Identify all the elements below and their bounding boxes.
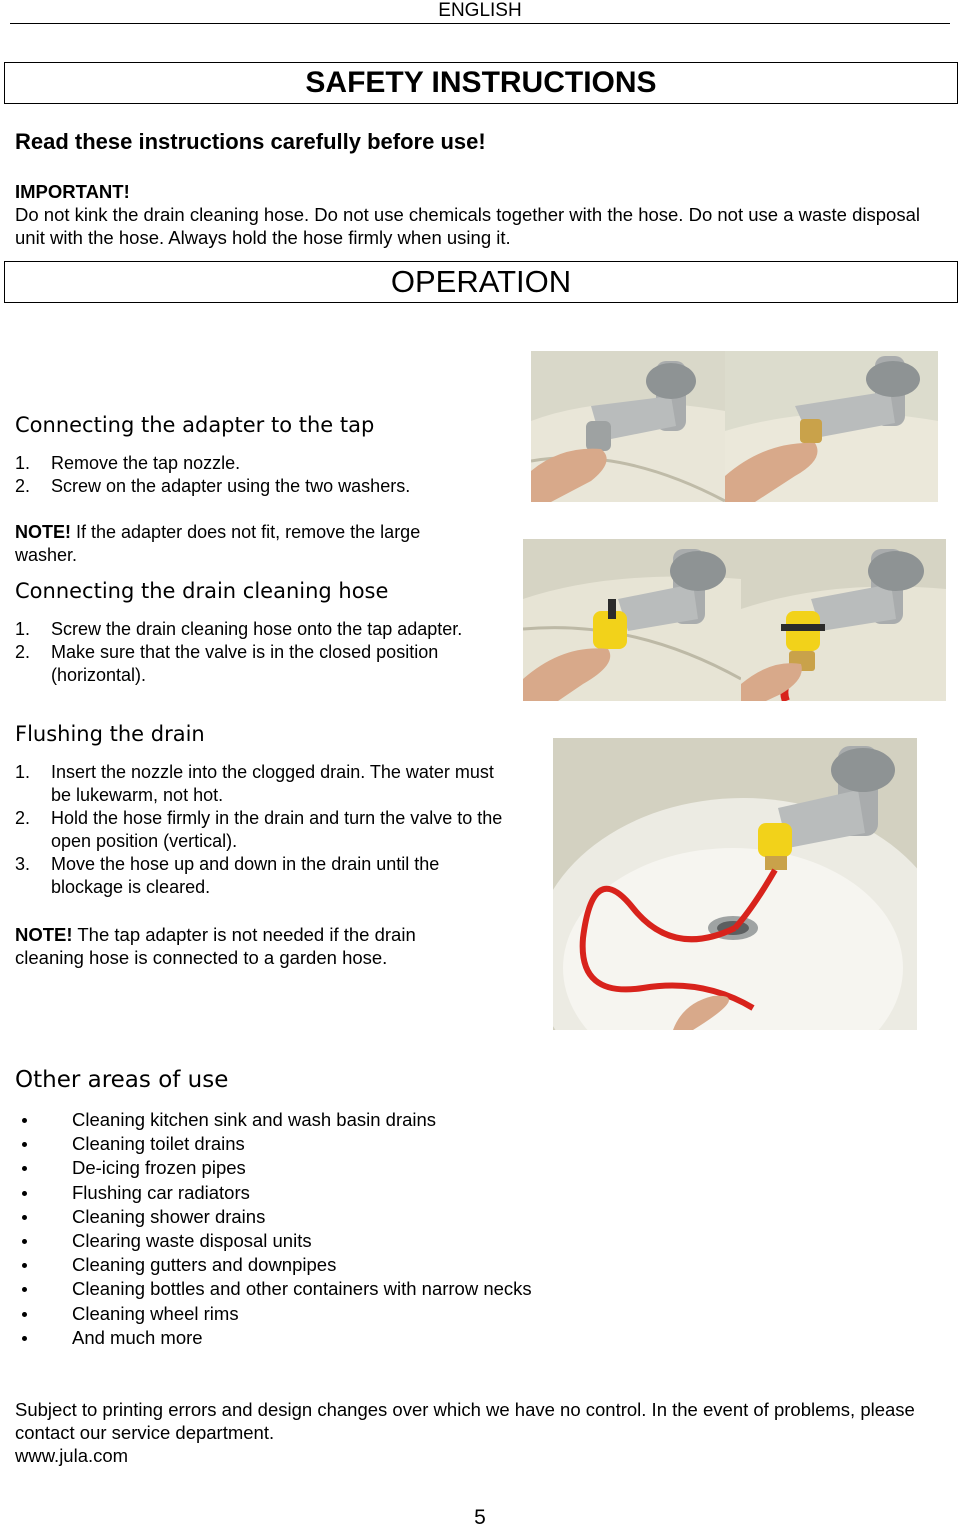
list-item bbox=[15, 475, 510, 498]
adapter-note bbox=[15, 521, 485, 567]
important-label: IMPORTANT! bbox=[15, 181, 130, 202]
section-heading-hose: Connecting the drain cleaning hose bbox=[15, 579, 389, 603]
other-uses-heading: Other areas of use bbox=[15, 1067, 229, 1093]
list-item-text: Cleaning wheel rims bbox=[72, 1302, 239, 1324]
bullet bbox=[22, 1239, 27, 1244]
list-item bbox=[15, 452, 510, 475]
bullet bbox=[22, 1336, 27, 1341]
step-text: Remove the tap nozzle. bbox=[51, 453, 241, 473]
step-text: Screw the drain cleaning hose onto the tap adapter. bbox=[51, 619, 463, 639]
photo-remove-nozzle bbox=[531, 351, 725, 502]
list-item bbox=[15, 1302, 915, 1326]
read-instructions-heading: Read these instructions carefully before use! bbox=[15, 129, 486, 154]
bullet bbox=[22, 1142, 27, 1147]
list-item-text: De-icing frozen pipes bbox=[72, 1157, 246, 1179]
photo-screw-adapter bbox=[725, 351, 938, 502]
photo-close-valve bbox=[741, 539, 946, 701]
list-item bbox=[15, 1253, 915, 1277]
language-label: ENGLISH bbox=[438, 0, 522, 21]
step-number: 1. bbox=[15, 762, 31, 782]
list-item bbox=[15, 1181, 915, 1205]
step-text: Hold the hose firmly in the drain and turn the valve to the open position (vertical). bbox=[51, 808, 503, 851]
step-number: 1. bbox=[15, 619, 31, 639]
footer-disclaimer: Subject to printing errors and design changes over which we have no control. In the event of problems, please contact our service department. bbox=[15, 1399, 915, 1443]
list-item bbox=[15, 1108, 915, 1132]
list-item-text: Cleaning shower drains bbox=[72, 1205, 266, 1227]
list-item-text: Cleaning toilet drains bbox=[72, 1133, 245, 1155]
step-text: Insert the nozzle into the clogged drain. The water must be lukewarm, not hot. bbox=[51, 762, 494, 805]
flushing-steps bbox=[15, 761, 505, 899]
bullet bbox=[22, 1166, 27, 1171]
list-item bbox=[15, 1156, 915, 1180]
step-number: 2. bbox=[15, 808, 31, 828]
website-link[interactable]: www.jula.com bbox=[15, 1445, 129, 1466]
adapter-steps bbox=[15, 452, 510, 498]
list-item bbox=[15, 1132, 915, 1156]
step-number: 1. bbox=[15, 453, 31, 473]
hose-steps bbox=[15, 618, 495, 687]
list-item bbox=[15, 761, 505, 807]
step-text: Move the hose up and down in the drain until the blockage is cleared. bbox=[51, 854, 440, 897]
photo-attach-hose bbox=[523, 539, 741, 701]
bullet bbox=[22, 1118, 27, 1123]
photo-flush-drain bbox=[553, 738, 917, 1030]
list-item bbox=[15, 1205, 915, 1229]
bullet bbox=[22, 1312, 27, 1317]
step-text: Screw on the adapter using the two washers. bbox=[51, 476, 411, 496]
list-item bbox=[15, 1229, 915, 1253]
list-item-text: Cleaning kitchen sink and wash basin drains bbox=[72, 1109, 437, 1130]
important-text: Do not kink the drain cleaning hose. Do not use chemicals together with the hose. Do not use a waste disposal unit with the hose. Always hold the hose firmly when using it. bbox=[15, 204, 920, 248]
bullet bbox=[22, 1215, 27, 1220]
step-number: 2. bbox=[15, 476, 31, 496]
list-item bbox=[15, 1277, 915, 1301]
step-number: 3. bbox=[15, 854, 31, 874]
garden-hose-note bbox=[15, 923, 485, 969]
bullet bbox=[22, 1263, 27, 1268]
list-item bbox=[15, 618, 495, 641]
note-text: The tap adapter is not needed if the drain cleaning hose is connected to a garden hose. bbox=[15, 924, 416, 968]
safety-title: SAFETY INSTRUCTIONS bbox=[4, 62, 958, 104]
step-text: Make sure that the valve is in the closed position (horizontal). bbox=[51, 642, 439, 685]
note-text: If the adapter does not fit, remove the large washer. bbox=[15, 522, 421, 565]
list-item-text: Cleaning gutters and downpipes bbox=[72, 1254, 337, 1276]
list-item-text: Clearing waste disposal units bbox=[72, 1230, 312, 1252]
list-item bbox=[15, 641, 495, 687]
bullet bbox=[22, 1191, 27, 1196]
header-rule bbox=[10, 23, 950, 24]
list-item-text: Cleaning bottles and other containers with narrow necks bbox=[72, 1278, 532, 1300]
list-item bbox=[15, 1326, 915, 1350]
bullet bbox=[22, 1287, 27, 1292]
step-number: 2. bbox=[15, 642, 31, 662]
important-block bbox=[15, 180, 950, 249]
list-item-text: Flushing car radiators bbox=[72, 1181, 250, 1203]
note-label: NOTE! bbox=[15, 522, 71, 542]
note-label: NOTE! bbox=[15, 924, 73, 945]
page-number: 5 bbox=[474, 1506, 486, 1529]
section-heading-adapter: Connecting the adapter to the tap bbox=[15, 413, 375, 437]
section-heading-flushing: Flushing the drain bbox=[15, 722, 205, 746]
list-item bbox=[15, 853, 505, 899]
list-item bbox=[15, 807, 505, 853]
list-item-text: And much more bbox=[72, 1326, 203, 1348]
operation-title: OPERATION bbox=[4, 261, 958, 303]
other-uses-list bbox=[15, 1108, 915, 1350]
